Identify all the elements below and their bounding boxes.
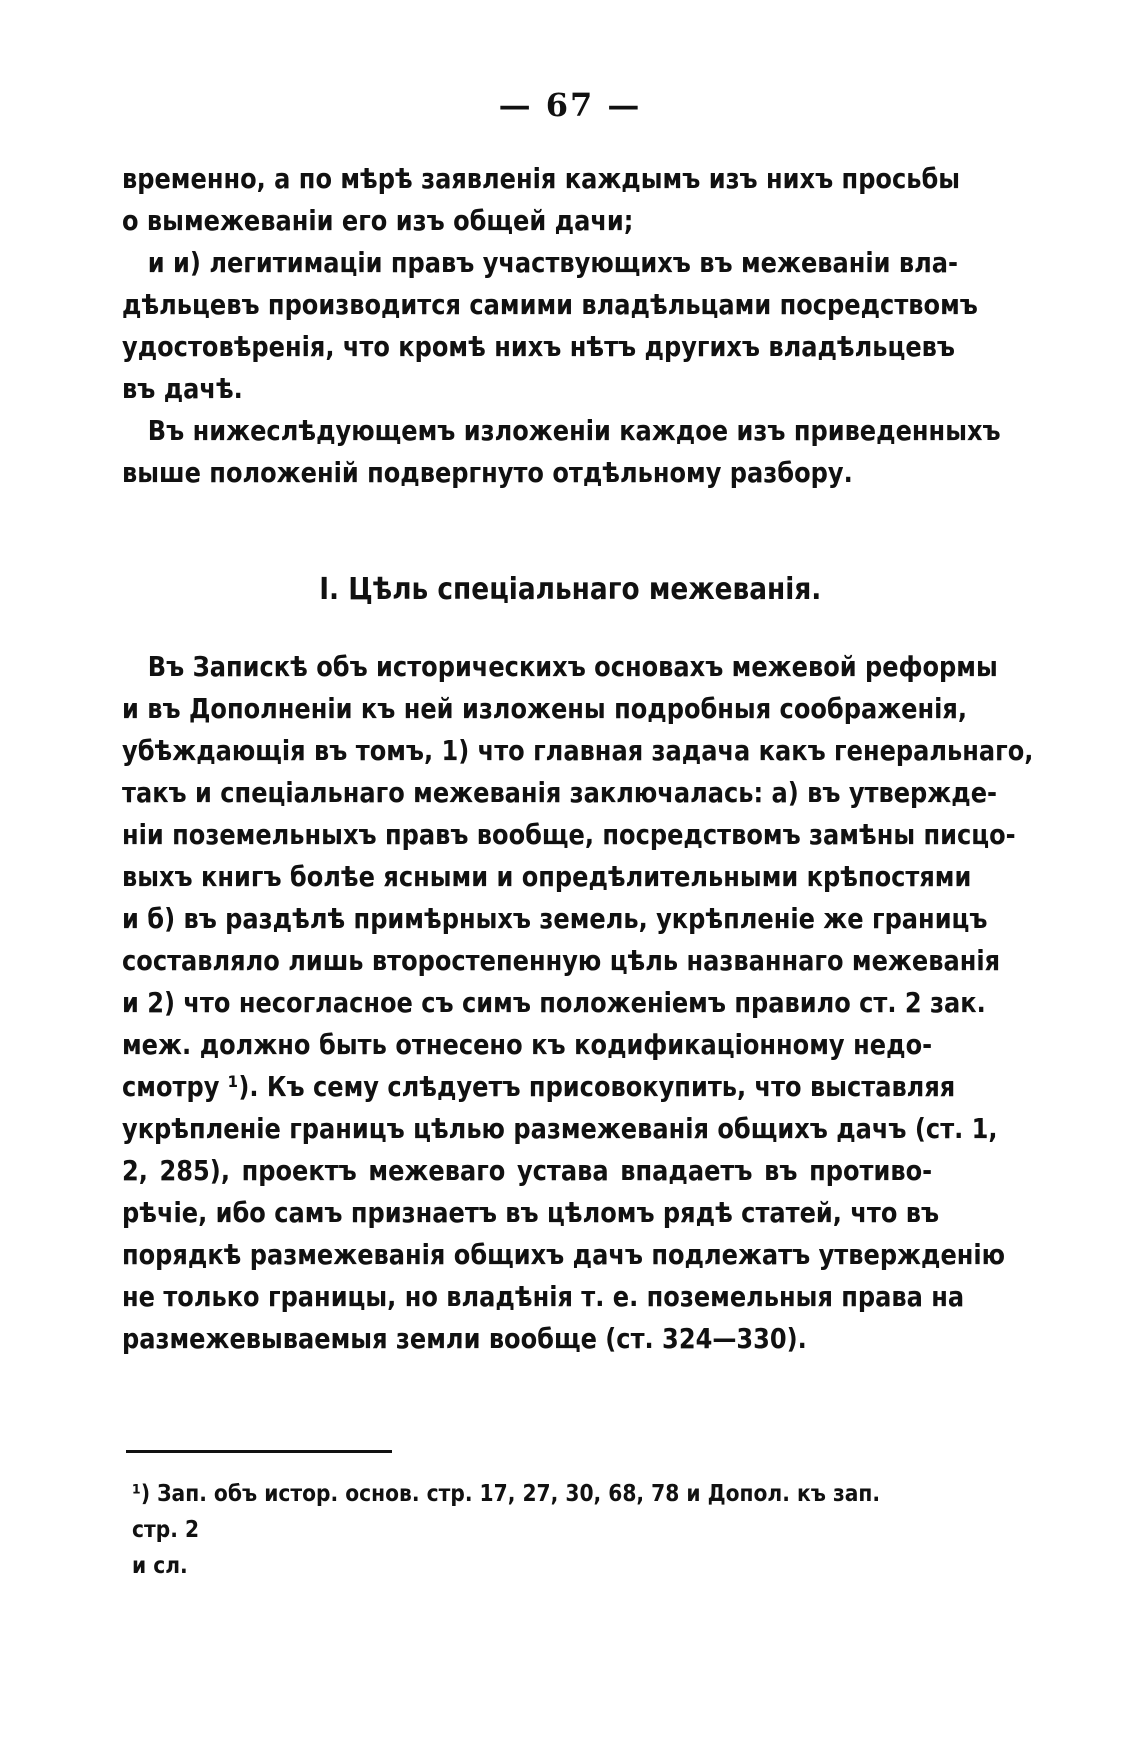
footnote-line — [132, 1476, 928, 1548]
text-line: дѣльцевъ производится самими владѣльцами посредствомъ — [122, 288, 978, 321]
text-line: такъ и спеціальнаго межеванія заключалась: а) въ утвержде- — [122, 776, 998, 809]
text-line: временно, а по мѣрѣ заявленія каждымъ изъ нихъ просьбы — [122, 162, 961, 195]
text-line: и 2) что несогласное съ симъ положеніемъ правило ст. 2 зак. — [122, 986, 986, 1019]
text-line: смотру ¹). Къ сему слѣдуетъ присовокупить, что выставляя — [122, 1070, 956, 1103]
text-line: 2, 285), проектъ межеваго устава впадаетъ въ противо- — [122, 1154, 933, 1187]
text-line: меж. должно быть отнесено къ кодификаціонному недо- — [122, 1028, 933, 1061]
section-heading — [0, 572, 1140, 607]
text-line: и въ Дополненіи къ ней изложены подробныя соображенія, — [122, 692, 968, 725]
text-line: удостовѣренія, что кромѣ нихъ нѣтъ другихъ владѣльцевъ — [122, 330, 956, 363]
page-number: — 67 — — [498, 86, 642, 124]
intro-paragraphs — [122, 158, 1001, 494]
footnote-text: Зап. объ истор. основ. стр. 17, 27, 30, 68, 78 и Допол. къ зап. стр. 2 — [132, 1481, 881, 1543]
text-line: рѣчіе, ибо самъ признаетъ въ цѣломъ рядѣ статей, что въ — [122, 1196, 940, 1229]
text-line: не только границы, но владѣнія т. е. поземельныя права на — [122, 1280, 965, 1313]
text-line: составляло лишь второстепенную цѣль названнаго межеванія — [122, 944, 1001, 977]
text-line: Въ нижеслѣдующемъ изложеніи каждое изъ приведенныхъ — [147, 414, 1001, 447]
text-line: порядкѣ размежеванія общихъ дачъ подлежатъ утвержденію — [122, 1238, 1006, 1271]
text-line: размежевываемыя земли вообще (ст. 324—330). — [122, 1322, 807, 1355]
footnote-divider — [126, 1450, 392, 1453]
footnote-marker: ¹) — [132, 1481, 151, 1507]
text-line: и и) легитимаціи правъ участвующихъ въ межеваніи вла- — [147, 246, 959, 279]
text-line: ніи поземельныхъ правъ вообще, посредствомъ замѣны писцо- — [122, 818, 1016, 851]
text-line: о вымежеваніи его изъ общей дачи; — [122, 204, 634, 237]
text-line: укрѣпленіе границъ цѣлью размежеванія общихъ дачъ (ст. 1, — [122, 1112, 998, 1145]
text-line: выше положеній подвергнуто отдѣльному разбору. — [122, 456, 853, 489]
text-line: въ дачѣ. — [122, 372, 243, 405]
text-line: Въ Запискѣ объ историческихъ основахъ межевой реформы — [147, 650, 998, 683]
text-line: и б) въ раздѣлѣ примѣрныхъ земель, укрѣпленіе же границъ — [122, 902, 988, 935]
section-paragraph — [122, 646, 1034, 1360]
text-line: убѣждающія въ томъ, 1) что главная задача какъ генеральнаго, — [122, 734, 1034, 767]
text-line: выхъ книгъ болѣе ясными и опредѣлительными крѣпостями — [122, 860, 972, 893]
footnote — [132, 1476, 928, 1584]
section-heading-text: I. Цѣль спеціальнаго межеванія. — [318, 572, 822, 607]
footnote-line: и сл. — [132, 1553, 188, 1579]
